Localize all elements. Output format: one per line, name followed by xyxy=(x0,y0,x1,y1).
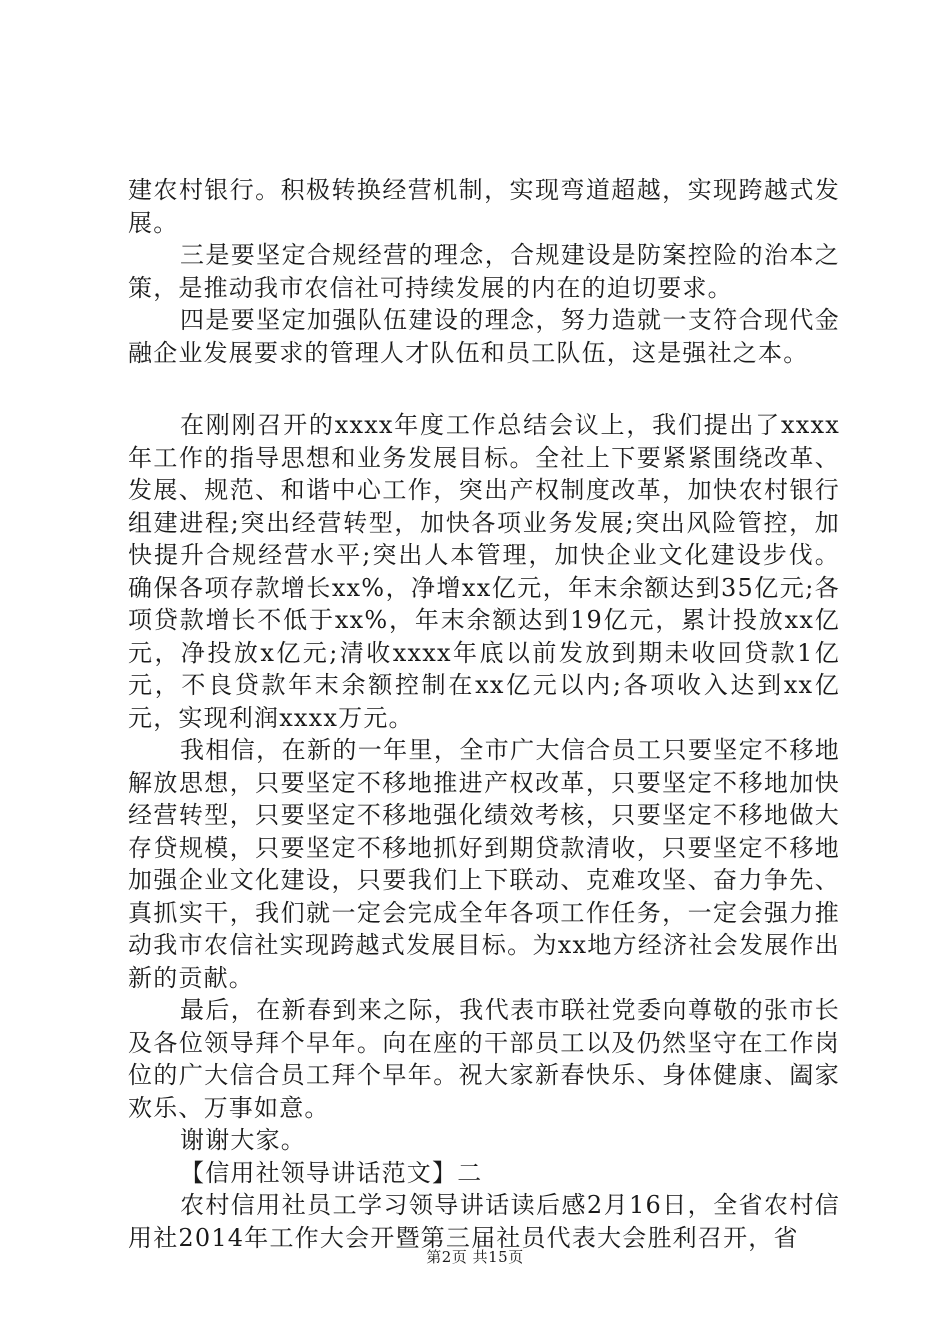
paragraph-2: 三是要坚定合规经营的理念，合规建设是防案控险的治本之策，是推动我市农信社可持续发展的内在的迫切要求。 xyxy=(128,241,840,302)
paragraph-6: 最后，在新春到来之际，我代表市联社党委向尊敬的张市长及各位领导拜个早年。向在座的干部员工以及仍然坚守在工作岗位的广大信合员工拜个早年。祝大家新春快乐、身体健康、阖家欢乐、万事如意。 xyxy=(128,996,840,1122)
paragraph-7: 谢谢大家。 xyxy=(180,1126,306,1154)
paragraph-5: 我相信，在新的一年里，全市广大信合员工只要坚定不移地解放思想，只要坚定不移地推进产权改革，只要坚定不移地加快经营转型，只要坚定不移地强化绩效考核，只要坚定不移地做大存贷规模，只要坚定不移地抓好到期贷款清收，只要坚定不移地加强企业文化建设，只要我们上下联动、克难攻坚、奋力争先、真抓实干，我们就一定会完成全年各项工作任务，一定会强力推动我市农信社实现跨越式发展目标。为xx地方经济社会发展作出新的贡献。 xyxy=(128,736,840,992)
section-heading: 【信用社领导讲话范文】二 xyxy=(180,1158,483,1187)
paragraph-gap xyxy=(128,369,840,409)
page-number-footer: 第2页 共15页 xyxy=(426,1248,524,1266)
paragraph-1: 建农村银行。积极转换经营机制，实现弯道超越，实现跨越式发展。 xyxy=(128,176,840,237)
paragraph-4: 在刚刚召开的xxxx年度工作总结会议上，我们提出了xxxx年工作的指导思想和业务发展目标。全社上下要紧紧围绕改革、发展、规范、和谐中心工作，突出产权制度改革，加快农村银行组建进程;突出经营转型，加快各项业务发展;突出风险管控，加快提升合规经营水平;突出人本管理，加快企业文化建设步伐。确保各项存款增长xx%，净增xx亿元，年末余额达到35亿元;各项贷款增长不低于xx%，年末余额达到19亿元，累计投放xx亿元，净投放x亿元;清收xxxx年底以前发放到期未收回贷款1亿元，不良贷款年末余额控制在xx亿元以内;各项收入达到xx亿元，实现利润xxxx万元。 xyxy=(128,411,840,732)
paragraph-9: 农村信用社员工学习领导讲话读后感2月16日，全省农村信用社2014年工作大会开暨第三届社员代表大会胜利召开，省 xyxy=(128,1191,840,1252)
document-body xyxy=(128,174,840,1254)
paragraph-3: 四是要坚定加强队伍建设的理念，努力造就一支符合现代金融企业发展要求的管理人才队伍和员工队伍，这是强社之本。 xyxy=(128,306,840,367)
